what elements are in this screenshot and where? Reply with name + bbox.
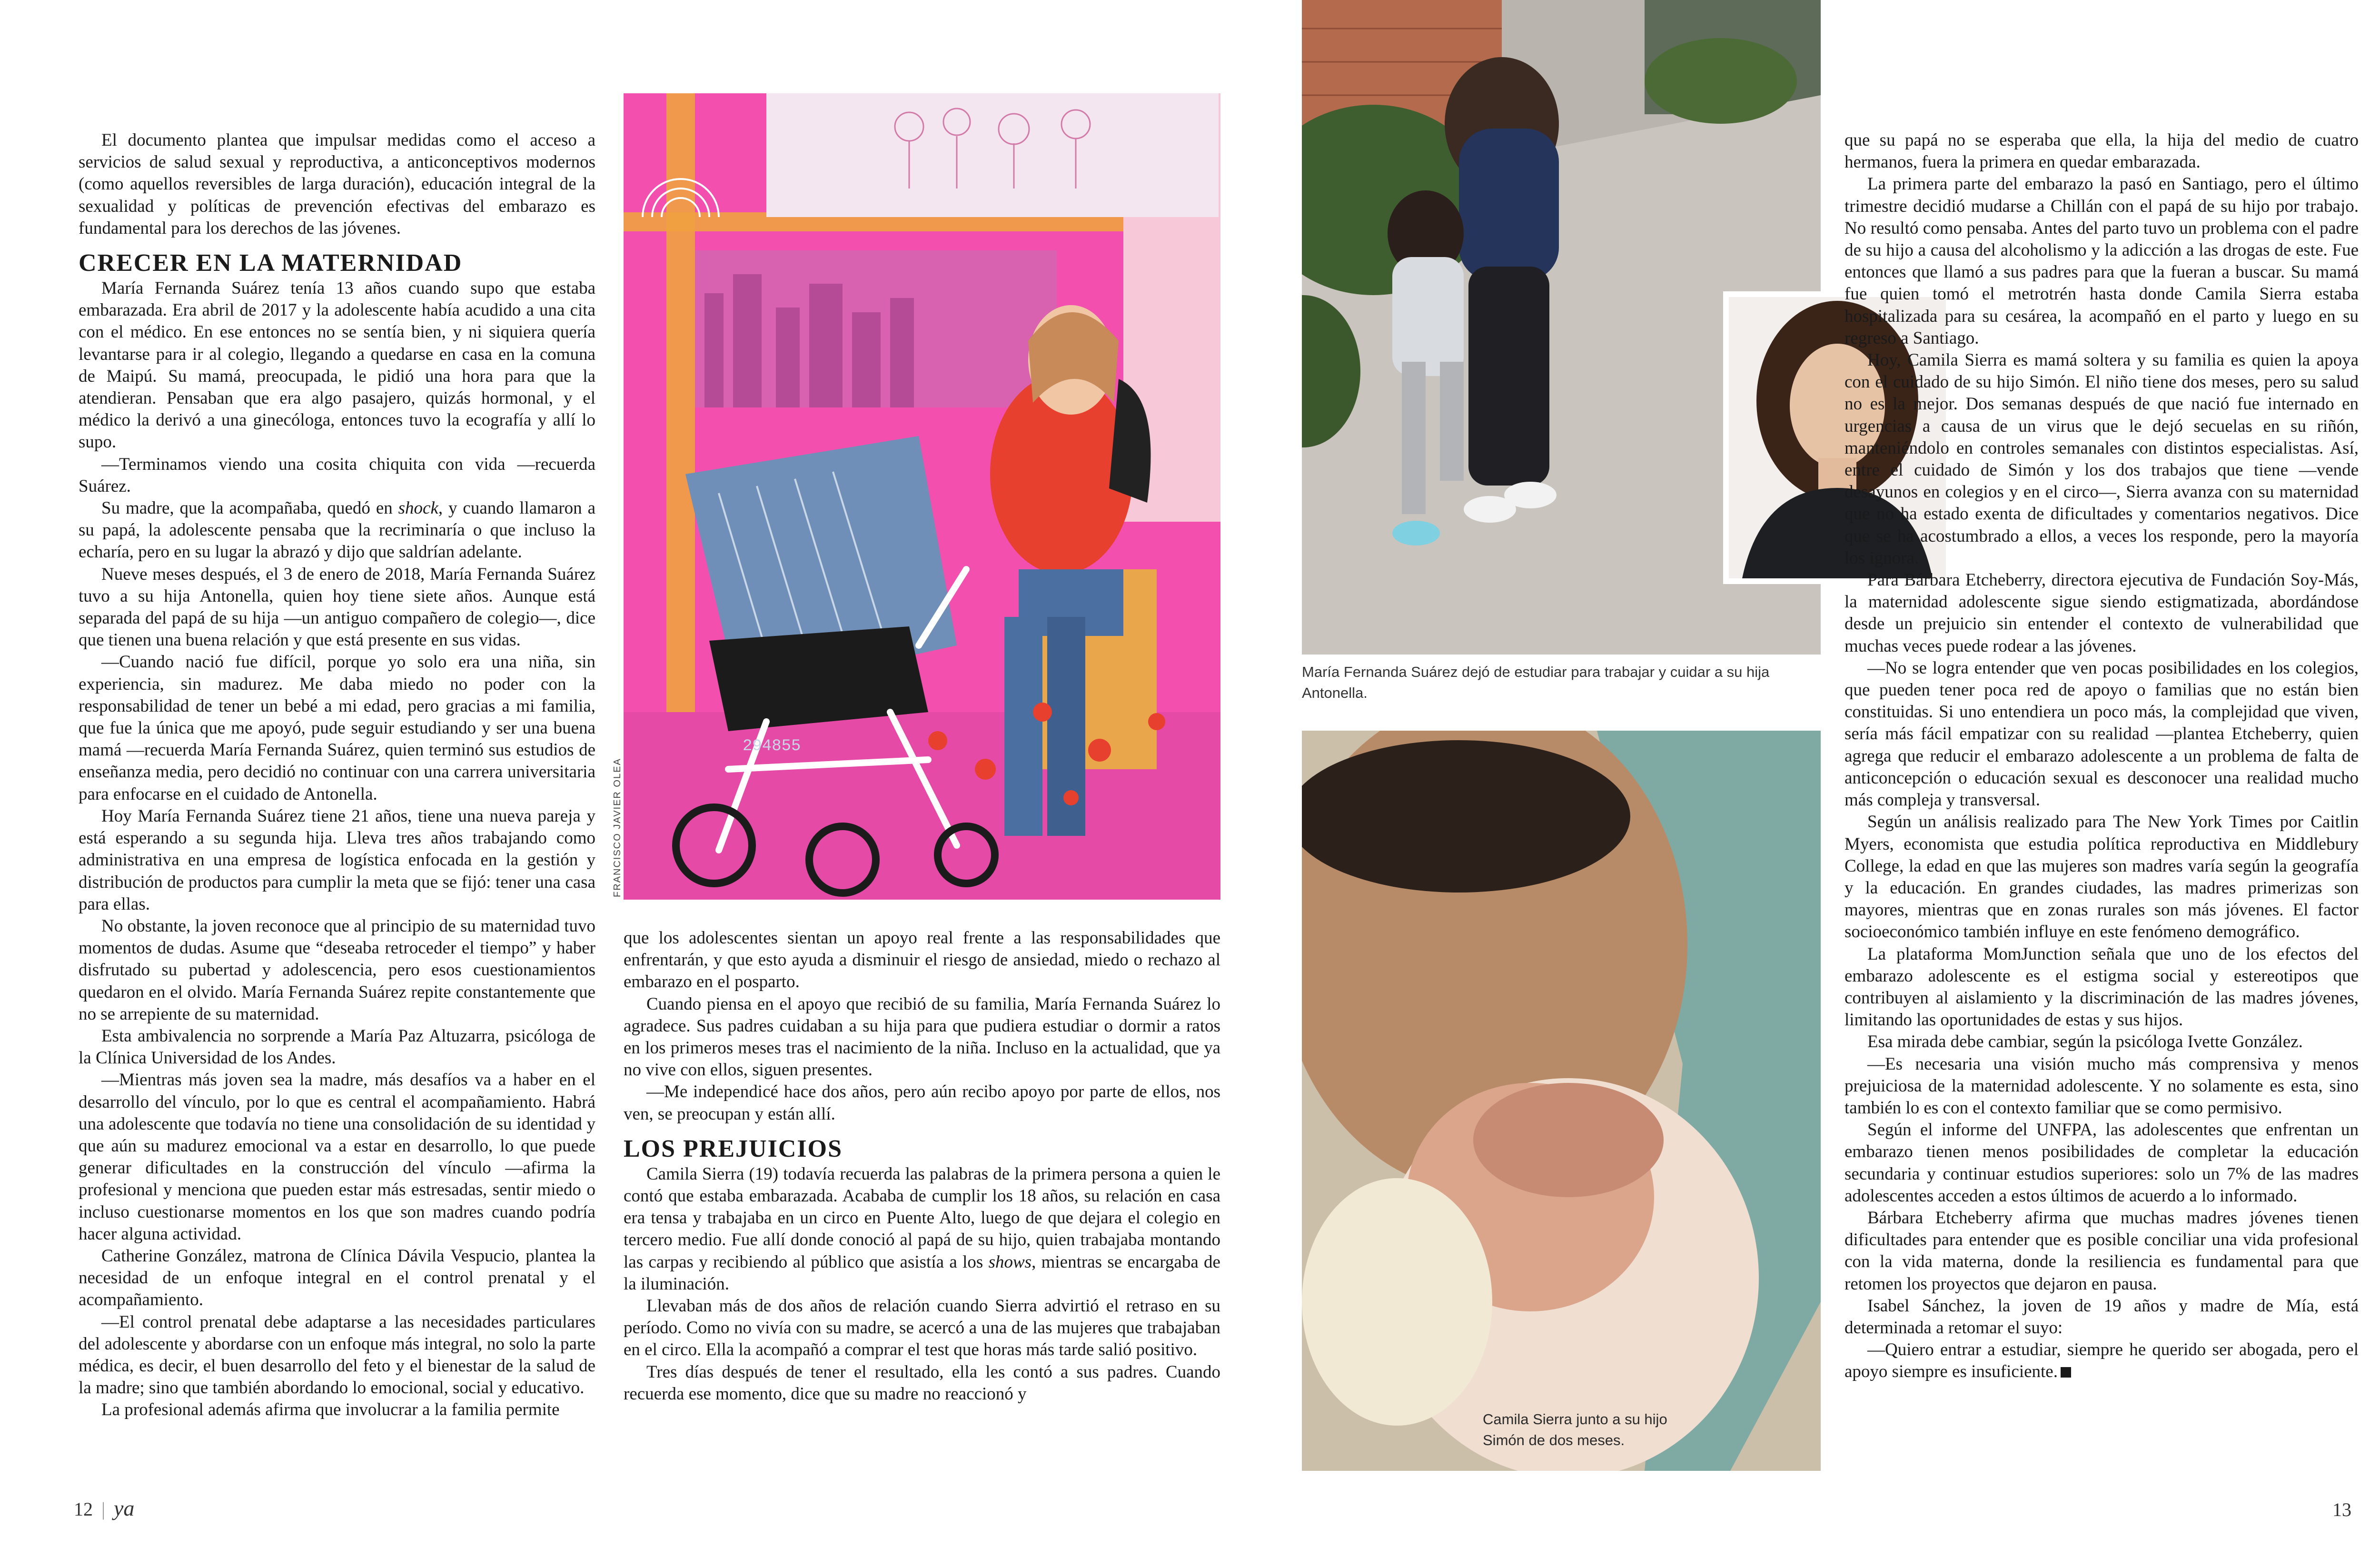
- paragraph: —Quiero entrar a estudiar, siempre he querido ser abogada, pero el apoyo siempre es insuficiente.: [1844, 1340, 2359, 1382]
- paragraph: —Me independicé hace dos años, pero aún recibo apoyo por parte de ellos, nos ven, se preocupan y están allí.: [624, 1082, 1220, 1124]
- end-mark: [2061, 1367, 2071, 1378]
- paragraph: Esta ambivalencia no sorprende a María Paz Altuzarra, psicóloga de la Clínica Universidad de los Andes.: [79, 1026, 595, 1068]
- paragraph: María Fernanda Suárez tenía 13 años cuando supo que estaba embarazada. Era abril de 2017 y la adolescente había acudido a una cita con el médico. En ese entonces no se sentía bien, y ni siquiera quería levantarse para ir al colegio, llegando a quedarse en casa en la comuna de Maipú. Su mamá, preocupada, le pidió una hora para que la atendieran. Pensaban que era algo pasajero, quizás hormonal, y el médico la derivó a una ginecóloga, entonces tuvo la ecografía y allí lo supo.: [79, 278, 595, 452]
- paragraph: Llevaban más de dos años de relación cuando Sierra advirtió el retraso en su período. Como no vivía con su madre, se acercó a una de las mujeres que trabajaban en el circo. Ella la acompañó a comprar el test que horas más tarde salió positivo.: [624, 1296, 1220, 1360]
- paragraph: —Es necesaria una visión mucho más comprensiva y menos prejuiciosa de la maternidad adolescente. Y no solamente es esta, sino también lo es con el contexto familiar que se como permisivo.: [1844, 1054, 2359, 1118]
- paragraph: Camila Sierra (19) todavía recuerda las palabras de la primera persona a quien le contó que estaba embarazada. Acababa de cumplir los 18 años, su relación en casa era tensa y trabajaba en un circo en Puente Alto, luego de que dejara el colegio en tercero medio. Fue allí donde conoció al papá de su hijo, quien trabajaba montando las carpas y recibiendo al público que asistía a los shows, mientras se encargaba de la iluminación.: [624, 1164, 1220, 1294]
- paragraph: Bárbara Etcheberry afirma que muchas madres jóvenes tienen dificultades para entender que es posible conciliar una vida profesional con la vida materna, donde la resiliencia es fundamental para que retomen los proyectos que dejaron en pausa.: [1844, 1208, 2359, 1294]
- paragraph: —El control prenatal debe adaptarse a las necesidades particulares del adolescente y abordarse con un enfoque más integral, no solo la parte médica, es decir, el buen desarrollo del feto y el bienestar de la salud de la madre; sino que también abordando lo emocional, social y educativo.: [79, 1312, 595, 1398]
- paragraph: Cuando piensa en el apoyo que recibió de su familia, María Fernanda Suárez lo agradece. Sus padres cuidaban a su hija para que pudiera estudiar o dormir a ratos en los primeros meses tras el nacimiento de la niña. Incluso en la actualidad, que ya no vive con ellos, siguen presentes.: [624, 994, 1220, 1080]
- paragraph: La primera parte del embarazo la pasó en Santiago, pero el último trimestre decidió mudarse a Chillán con el papá de su hijo por trabajo. No resultó como pensaba. Antes del parto tuvo un problema con el padre de su hijo a causa del alcoholismo y la adicción a las drogas de este. Fue entonces que llamó a sus padres para que la fueran a buscar. Su mamá fue quien tomó el metrotrén hasta donde Camila Sierra estaba hospitalizada para su cesárea, la acompañó en el parto y luego en su regreso a Santiago.: [1844, 174, 2359, 348]
- photo-caption: María Fernanda Suárez dejó de estudiar para trabajar y cuidar a su hija Antonella.: [1302, 664, 1770, 701]
- paragraph: La plataforma MomJunction señala que uno de los efectos del embarazo adolescente es el estigma social y estereotipos que contribuyen al aislamiento y la discriminación de las madres jóvenes, limitando las oportunidades de estas y sus hijos.: [1844, 944, 2359, 1030]
- paragraph: Hoy María Fernanda Suárez tiene 21 años, tiene una nueva pareja y está esperando a su segunda hija. Lleva tres años trabajando como administrativa en una empresa de logística enfocada en la gestión y distribución de productos para cumplir la meta que se fijó: tener una casa para ellas.: [79, 806, 595, 914]
- photo-caption: Camila Sierra junto a su hijo Simón de dos meses.: [1483, 1411, 1667, 1448]
- page-number-left: 12: [74, 1498, 93, 1520]
- paragraph: No obstante, la joven reconoce que al principio de su maternidad tuvo momentos de dudas. Asume que “deseaba retroceder el tiempo” y haber disfrutado su pubertad y adolescencia, pero esos cuestionamientos quedaron en el olvido. María Fernanda Suárez repite constantemente que no se arrepiente de su maternidad.: [79, 916, 595, 1024]
- paragraph: que los adolescentes sientan un apoyo real frente a las responsabilidades que enfrentarán, y que esto ayuda a disminuir el riesgo de ansiedad, miedo o rechazo al embarazo en el posparto.: [624, 928, 1220, 992]
- paragraph: Según el informe del UNFPA, las adolescentes que enfrentan un embarazo tienen menos posibilidades de completar la educación secundaria y continuar estudios superiores: solo un 7% de las madres adolescentes acceden a estos últimos de acuerdo a lo informado.: [1844, 1120, 2359, 1206]
- paragraph: Catherine González, matrona de Clínica Dávila Vespucio, plantea la necesidad de un enfoque integral en el control prenatal y el acompañamiento.: [79, 1246, 595, 1310]
- paragraph: Para Bárbara Etcheberry, directora ejecutiva de Fundación Soy-Más, la maternidad adolescente sigue siendo estigmatizada, abordándose desde un prejuicio sin entender el contexto de vulnerabilidad que muchas veces puede rodear a las jóvenes.: [1844, 570, 2359, 656]
- article-column-2: [624, 927, 1220, 1405]
- paragraph: Isabel Sánchez, la joven de 19 años y madre de Mía, está determinada a retomar el suyo:: [1844, 1296, 2359, 1338]
- paragraph: —Terminamos viendo una cosita chiquita con vida —recuerda Suárez.: [79, 454, 595, 496]
- paragraph: Su madre, que la acompañaba, quedó en shock, y cuando llamaron a su papá, la adolescente pensaba que la recriminaría o que incluso la echaría, pero en su lugar la abrazó y dijo que saldrían adelante.: [79, 498, 595, 562]
- illustration-credit: FRANCISCO JAVIER OLEA: [612, 758, 623, 897]
- stroller-number: 294855: [743, 737, 801, 755]
- illustration-teen-with-stroller: [624, 93, 1220, 900]
- photo-art: [1302, 731, 1821, 1471]
- article-column-4: [1844, 129, 2359, 1383]
- paragraph: Esa mirada debe cambiar, según la psicóloga Ivette González.: [1867, 1032, 2303, 1052]
- illustration-art: [624, 93, 1220, 900]
- page-number-right: 13: [2332, 1499, 2351, 1520]
- paragraph: —Mientras más joven sea la madre, más desafíos va a haber en el desarrollo del vínculo, por lo que es central el acompañamiento. Habrá una adolescente que todavía no tiene una consolidación de su identidad y que aún su madurez emocional va a estar en desarrollo, lo que puede generar dificultades en la construcción del vínculo —afirma la profesional y menciona que pueden estar más estresadas, sentir miedo o incluso cuestionarse momentos en los que son madres cuando podría hacer alguna actividad.: [79, 1070, 595, 1244]
- paragraph: Tres días después de tener el resultado, ella les contó a sus padres. Cuando recuerda ese momento, dice que su madre no reaccionó y: [624, 1362, 1220, 1404]
- paragraph: El documento plantea que impulsar medidas como el acceso a servicios de salud sexual y reproductiva, a anticonceptivos modernos (como aquellos reversibles de larga duración), educación integral de la sexualidad y políticas de prevención efectivas del embarazo es fundamental para los derechos de las jóvenes.: [79, 130, 595, 238]
- paragraph: La profesional además afirma que involucrar a la familia permite: [101, 1400, 560, 1420]
- paragraph: Según un análisis realizado para The New York Times por Caitlin Myers, economista que estudia política reproductiva en Middlebury College, la edad en que las mujeres son madres varía según la geografía y la educación. En grandes ciudades, las madres primerizas son mayores, mientras que en zonas rurales son más jóvenes. El factor socioeconómico también influye en este fenómeno demográfico.: [1844, 812, 2359, 942]
- photo-camila-and-baby: [1302, 731, 1821, 1471]
- footer-left: 12 | ya: [74, 1496, 135, 1520]
- paragraph: Nueve meses después, el 3 de enero de 2018, María Fernanda Suárez tuvo a su hija Antonella, quien hoy tiene siete años. Aunque está separada del papá de su hija —un antiguo compañero de colegio—, dice que tienen una buena relación y que está presente en sus vidas.: [79, 564, 595, 650]
- paragraph: que su papá no se esperaba que ella, la hija del medio de cuatro hermanos, fuera la primera en quedar embarazada.: [1844, 130, 2359, 172]
- paragraph: —No se logra entender que ven pocas posibilidades en los colegios, que pueden tener poca red de apoyo o familias que no están bien constituidas. Si uno entendiera un poco más, la complejidad que viven, sería más fácil empatizar con su realidad —plantea Etcheberry, quien agrega que reducir el embarazo adolescente a un problema de falta de anticoncepción o educación sexual es desconocer una realidad mucho más compleja y transversal.: [1844, 658, 2359, 810]
- section-heading: LOS PREJUICIOS: [624, 1135, 843, 1162]
- article-column-1: [79, 129, 595, 1421]
- section-heading: CRECER EN LA MATERNIDAD: [79, 249, 463, 277]
- paragraph: Hoy, Camila Sierra es mamá soltera y su familia es quien la apoya con el cuidado de su hijo Simón. El niño tiene dos meses, pero su salud no es la mejor. Dos semanas después de que nació fue internado en urgencias a causa de un virus que le dejó secuelas en su riñón, manteniéndolo en controles semanales con distintos especialistas. Así, entre el cuidado de Simón y los dos trabajos que tiene —vende desayunos en colegios y en el circo—, Sierra avanza con su maternidad que no ha estado exenta de dificultades y comentarios negativos. Dice que se ha acostumbrado a ellos, a veces los responde, pero la mayoría los ignora.: [1844, 350, 2359, 568]
- magazine-logo: ya: [114, 1496, 135, 1520]
- paragraph: —Cuando nació fue difícil, porque yo solo era una niña, sin experiencia, sin madurez. Me daba miedo no poder con la responsabilidad de tener un bebé a mi edad, pero gracias a mi familia, que fue la única que me apoyó, pude seguir estudiando y ser una buena mamá —recuerda María Fernanda Suárez, quien terminó sus estudios de enseñanza media, pero decidió no continuar con una carrera universitaria para enfocarse en el cuidado de Antonella.: [79, 652, 595, 804]
